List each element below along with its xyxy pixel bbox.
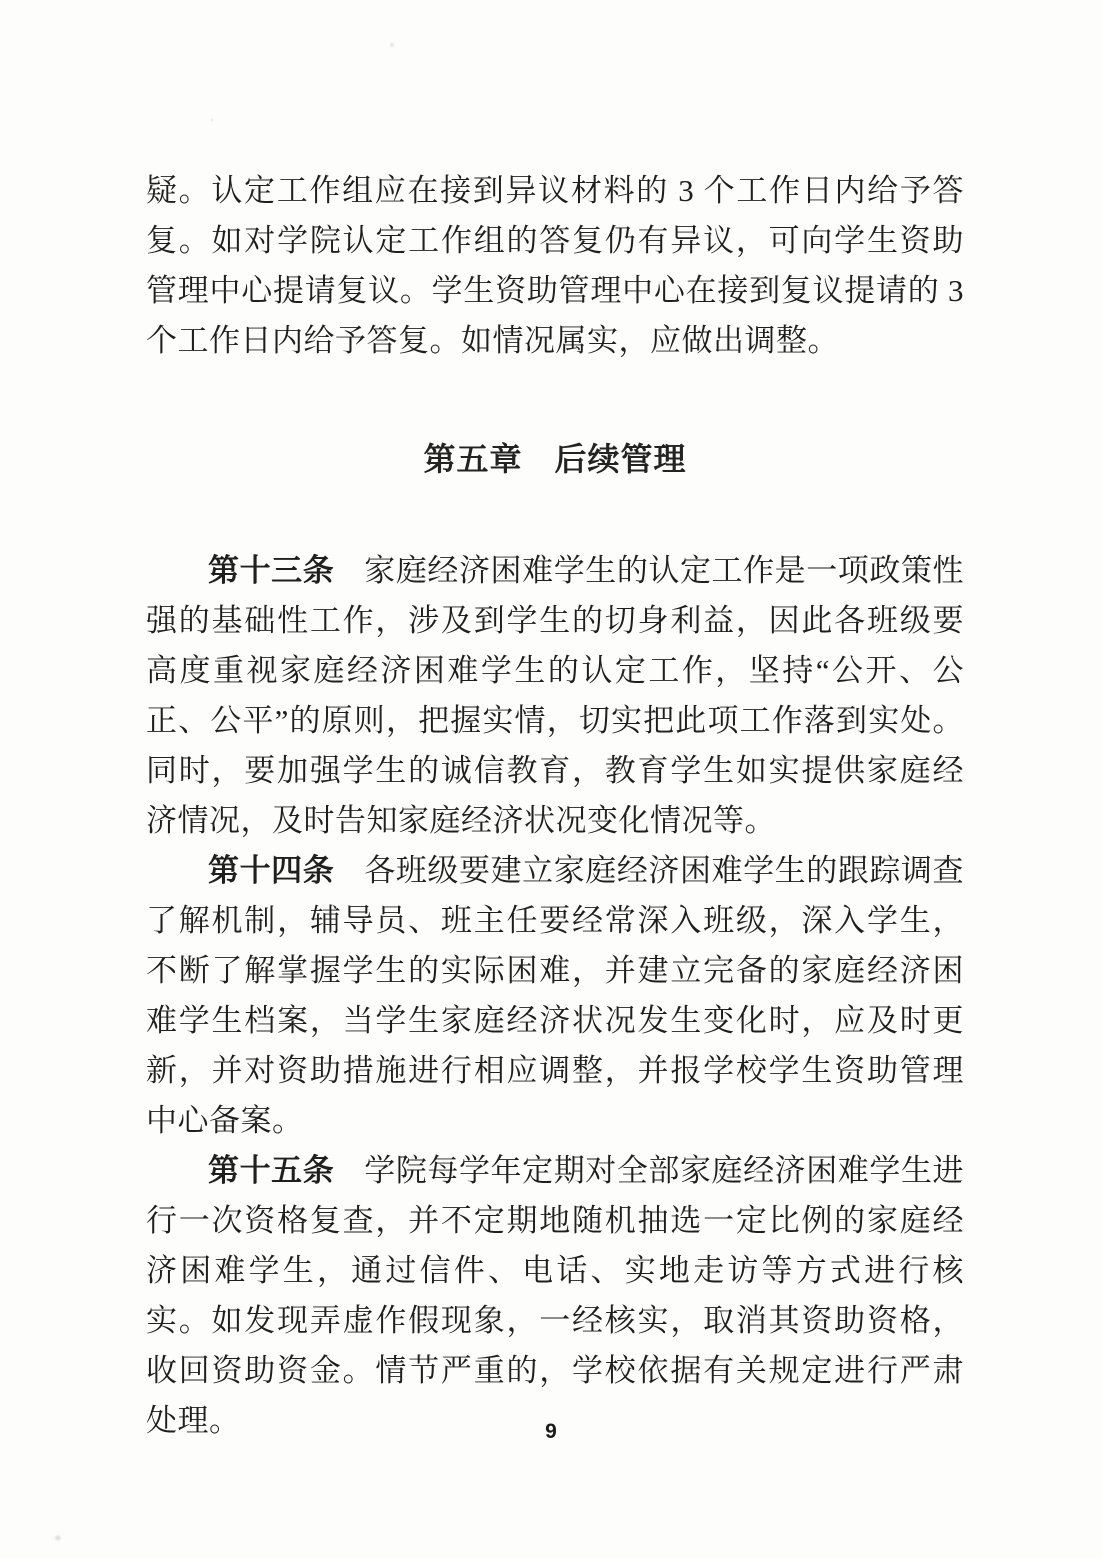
article-15-text: 学院每学年定期对全部家庭经济困难学生进行一次资格复查，并不定期地随机抽选一定比例的家庭经济困难学生，通过信件、电话、实地走访等方式进行核实。如发现弄虚作假现象，一经核实，取消其资助资格，收回资助资金。情节严重的，学校依据有关规定进行严肃处理。 — [146, 1153, 965, 1438]
chapter-title: 后续管理 — [554, 441, 687, 477]
chapter-number: 第五章 — [423, 441, 523, 477]
continuation-paragraph: 疑。认定工作组应在接到异议材料的 3 个工作日内给予答复。如对学院认定工作组的答复仍有异议，可向学生资助管理中心提请复议。学生资助管理中心在接到复议提请的 3 个工作日内给予答复。如情况属实，应做出调整。 — [146, 173, 964, 358]
article-13 — [146, 546, 964, 846]
article-14 — [146, 846, 964, 1146]
text-block — [146, 166, 964, 1446]
article-15-label: 第十五条 — [208, 1153, 335, 1188]
article-14-text: 各班级要建立家庭经济困难学生的跟踪调查了解机制，辅导员、班主任要经常深入班级，深入学生，不断了解掌握学生的实际困难，并建立完备的家庭经济困难学生档案，当学生家庭经济状况发生变化时，应及时更新，并对资助措施进行相应调整，并报学校学生资助管理中心备案。 — [146, 853, 965, 1138]
article-13-label: 第十三条 — [208, 553, 335, 588]
page-number: 9 — [545, 1420, 557, 1443]
article-15 — [146, 1146, 964, 1446]
chapter-heading — [146, 434, 964, 484]
article-14-label: 第十四条 — [208, 853, 335, 888]
article-13-text: 家庭经济困难学生的认定工作是一项政策性强的基础性工作，涉及到学生的切身利益，因此各班级要高度重视家庭经济困难学生的认定工作，坚持“公开、公正、公平”的原则，把握实情，切实把此项工作落到实处。同时，要加强学生的诚信教育，教育学生如实提供家庭经济情况，及时告知家庭经济状况变化情况等。 — [146, 553, 965, 838]
